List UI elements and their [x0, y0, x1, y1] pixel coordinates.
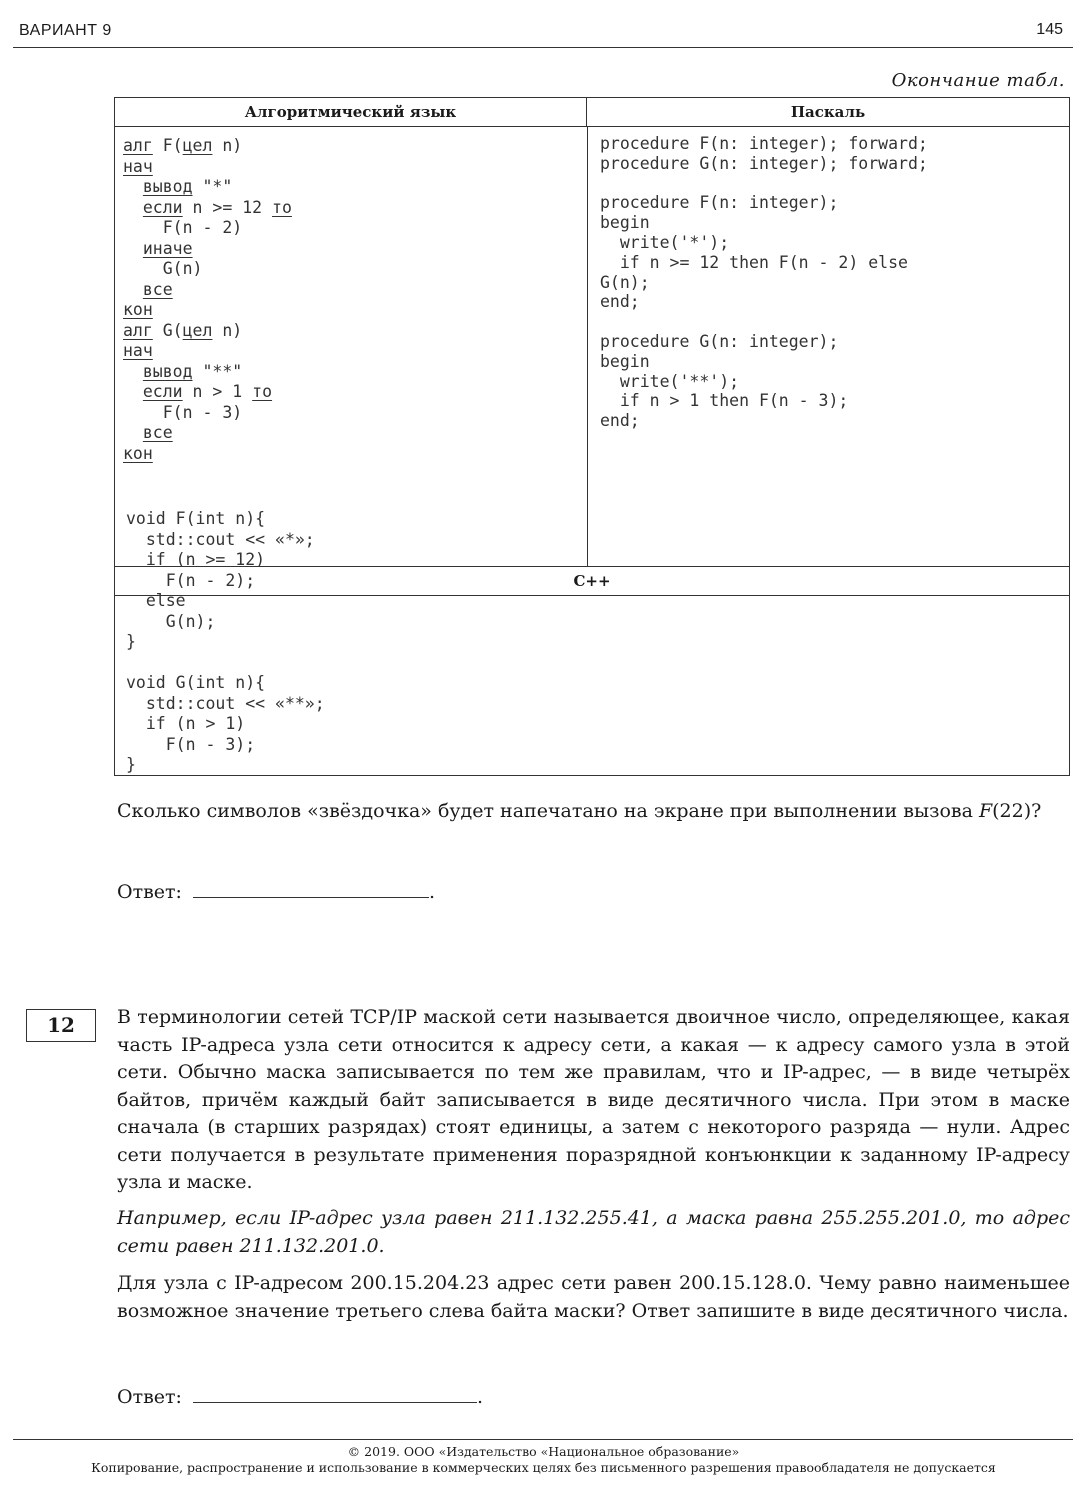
- code-line: std::cout << «**»;: [126, 693, 325, 713]
- code-line: }: [126, 632, 136, 651]
- code-text: G(: [152, 320, 183, 340]
- code-line: procedure F(n: integer); forward;: [600, 134, 928, 153]
- column-divider: [587, 127, 588, 566]
- code-keyword: если: [142, 382, 183, 401]
- footer-notice: Копирование, распространение и использование в коммерческих целях без письменного разрешения правообладателя не допускается: [91, 1460, 996, 1475]
- page-header-variant: ВАРИАНТ 9: [19, 22, 112, 39]
- code-text: n >= 12: [182, 197, 273, 217]
- code-text: [123, 280, 143, 299]
- code-keyword: кон: [123, 443, 153, 463]
- code-line: [123, 177, 292, 198]
- code-line: [123, 362, 292, 383]
- code-keyword: кон: [123, 300, 153, 319]
- code-text: F(n - 3): [123, 402, 243, 422]
- page-number: 145: [1036, 21, 1063, 38]
- code-line: [123, 444, 292, 465]
- code-line: [123, 239, 292, 260]
- code-line: begin: [600, 213, 650, 233]
- code-line: [123, 321, 292, 342]
- code-line: [123, 280, 292, 301]
- code-table: [114, 97, 1070, 776]
- code-keyword: то: [272, 197, 292, 217]
- task12-answer: [117, 1384, 483, 1408]
- code-pascal: [600, 134, 928, 431]
- code-line: if n > 1 then F(n - 3);: [600, 391, 849, 411]
- code-text: [123, 198, 143, 217]
- task12-example: Например, если IP-адрес узла равен 211.132.255.41, а маска равна 255.255.201.0, то адрес сети равен 211.132.201.0.: [117, 1207, 1070, 1257]
- task11-question: [117, 798, 1070, 826]
- footer-copyright: © 2019. ООО «Издательство «Национальное образование»: [347, 1444, 740, 1459]
- code-keyword: нач: [123, 156, 153, 176]
- code-line: void G(int n){: [126, 673, 266, 692]
- code-line: [600, 312, 928, 332]
- task-number-box: 12: [26, 1009, 96, 1042]
- code-line: F(n - 2);: [126, 570, 256, 590]
- code-text: [123, 423, 143, 442]
- header-divider: [13, 47, 1073, 48]
- code-line: begin: [600, 351, 650, 371]
- code-line: if (n > 1): [126, 714, 246, 733]
- code-line: [123, 259, 292, 280]
- code-line: }: [126, 755, 136, 774]
- code-keyword: все: [142, 279, 173, 299]
- code-line: G(n);: [600, 272, 650, 292]
- code-text: "*": [192, 177, 233, 196]
- code-text: [123, 362, 143, 381]
- code-text: n): [212, 136, 243, 155]
- code-text: n > 1: [182, 382, 253, 401]
- code-line: procedure G(n: integer);: [600, 331, 839, 351]
- column-header-pascal: Паскаль: [587, 98, 1069, 127]
- code-line: procedure G(n: integer); forward;: [600, 153, 928, 173]
- code-line: [123, 341, 292, 362]
- footer-divider: [13, 1439, 1073, 1440]
- code-text: [123, 239, 143, 258]
- code-keyword: алг: [123, 136, 153, 155]
- code-line: [123, 198, 292, 219]
- code-line: [123, 157, 292, 178]
- code-line: write('*');: [600, 232, 730, 252]
- table-caption: Окончание табл.: [891, 70, 1065, 91]
- question-call: F: [978, 800, 993, 822]
- code-line: [123, 423, 292, 444]
- code-keyword: если: [142, 197, 183, 217]
- code-text: F(: [152, 136, 183, 155]
- code-line: G(n);: [126, 611, 216, 631]
- task12-paragraph2: Для узла с IP-адресом 200.15.204.23 адрес сети равен 200.15.128.0. Чему равно наименьшее возможное значение третьего слева байта маски? Ответ запишите в виде десятичного числа.: [117, 1272, 1070, 1322]
- code-text: [123, 177, 143, 196]
- code-text: G(n): [123, 259, 203, 278]
- code-line: else: [126, 591, 186, 610]
- code-keyword: вывод: [142, 177, 193, 196]
- code-line: if (n >= 12): [126, 550, 266, 569]
- code-keyword: вывод: [142, 361, 193, 381]
- code-keyword: нач: [123, 341, 153, 360]
- answer-label: Ответ:: [117, 881, 182, 903]
- code-keyword: цел: [182, 136, 213, 155]
- code-line: [123, 403, 292, 424]
- code-cpp: [126, 509, 325, 776]
- code-line: F(n - 3);: [126, 734, 256, 754]
- code-line: procedure F(n: integer);: [600, 193, 839, 213]
- code-text: n): [212, 320, 243, 340]
- code-text: F(n - 2): [123, 218, 243, 237]
- column-header-cpp: C++: [573, 572, 611, 590]
- code-text: [123, 382, 143, 401]
- code-line: [123, 136, 292, 157]
- code-line: [600, 174, 928, 194]
- code-line: void F(int n){: [126, 509, 266, 528]
- column-header-algorithmic: Алгоритмический язык: [115, 98, 587, 127]
- code-keyword: алг: [123, 320, 153, 340]
- code-line: [123, 218, 292, 239]
- answer-field[interactable]: [193, 879, 429, 898]
- code-keyword: все: [142, 423, 173, 442]
- code-line: [126, 653, 325, 674]
- answer-label: Ответ:: [117, 1386, 182, 1408]
- code-keyword: то: [252, 382, 273, 401]
- code-line: if n >= 12 then F(n - 2) else: [600, 252, 908, 272]
- code-line: end;: [600, 292, 640, 312]
- code-line: [123, 382, 292, 403]
- task11-answer: [117, 879, 435, 903]
- code-line: [123, 300, 292, 321]
- task12-paragraph1: В терминологии сетей TCP/IP маской сети называется двоичное число, определяющее, какая часть IP-адреса узла сети относится к адресу сети, а какая — к адресу самого узла в этой сети. Обычно маска записывается по тем же правилам, что и IP-адрес, — в виде четырёх байтов, причём каждый байт записывается в виде десятичного числа. При этом в маске сначала (в старших разрядах) стоят единицы, а затем с некоторого разряда — нули. Адрес сети получается в результате применения поразрядной конъюнкции к заданному IP-адресу узла и маске.: [117, 1006, 1070, 1193]
- question-call-args: (22)?: [992, 800, 1042, 822]
- answer-end: .: [429, 881, 436, 903]
- code-text: "**": [192, 361, 243, 381]
- code-keyword: цел: [182, 320, 213, 340]
- code-keyword: иначе: [142, 238, 193, 258]
- answer-end: .: [477, 1386, 484, 1408]
- answer-field[interactable]: [193, 1384, 477, 1403]
- code-line: std::cout << «*»;: [126, 529, 315, 549]
- code-line: end;: [600, 411, 640, 431]
- code-line: write('**');: [600, 371, 740, 391]
- code-algorithmic: [123, 136, 292, 464]
- question-text: Сколько символов «звёздочка» будет напечатано на экране при выполнении вызова: [117, 800, 979, 822]
